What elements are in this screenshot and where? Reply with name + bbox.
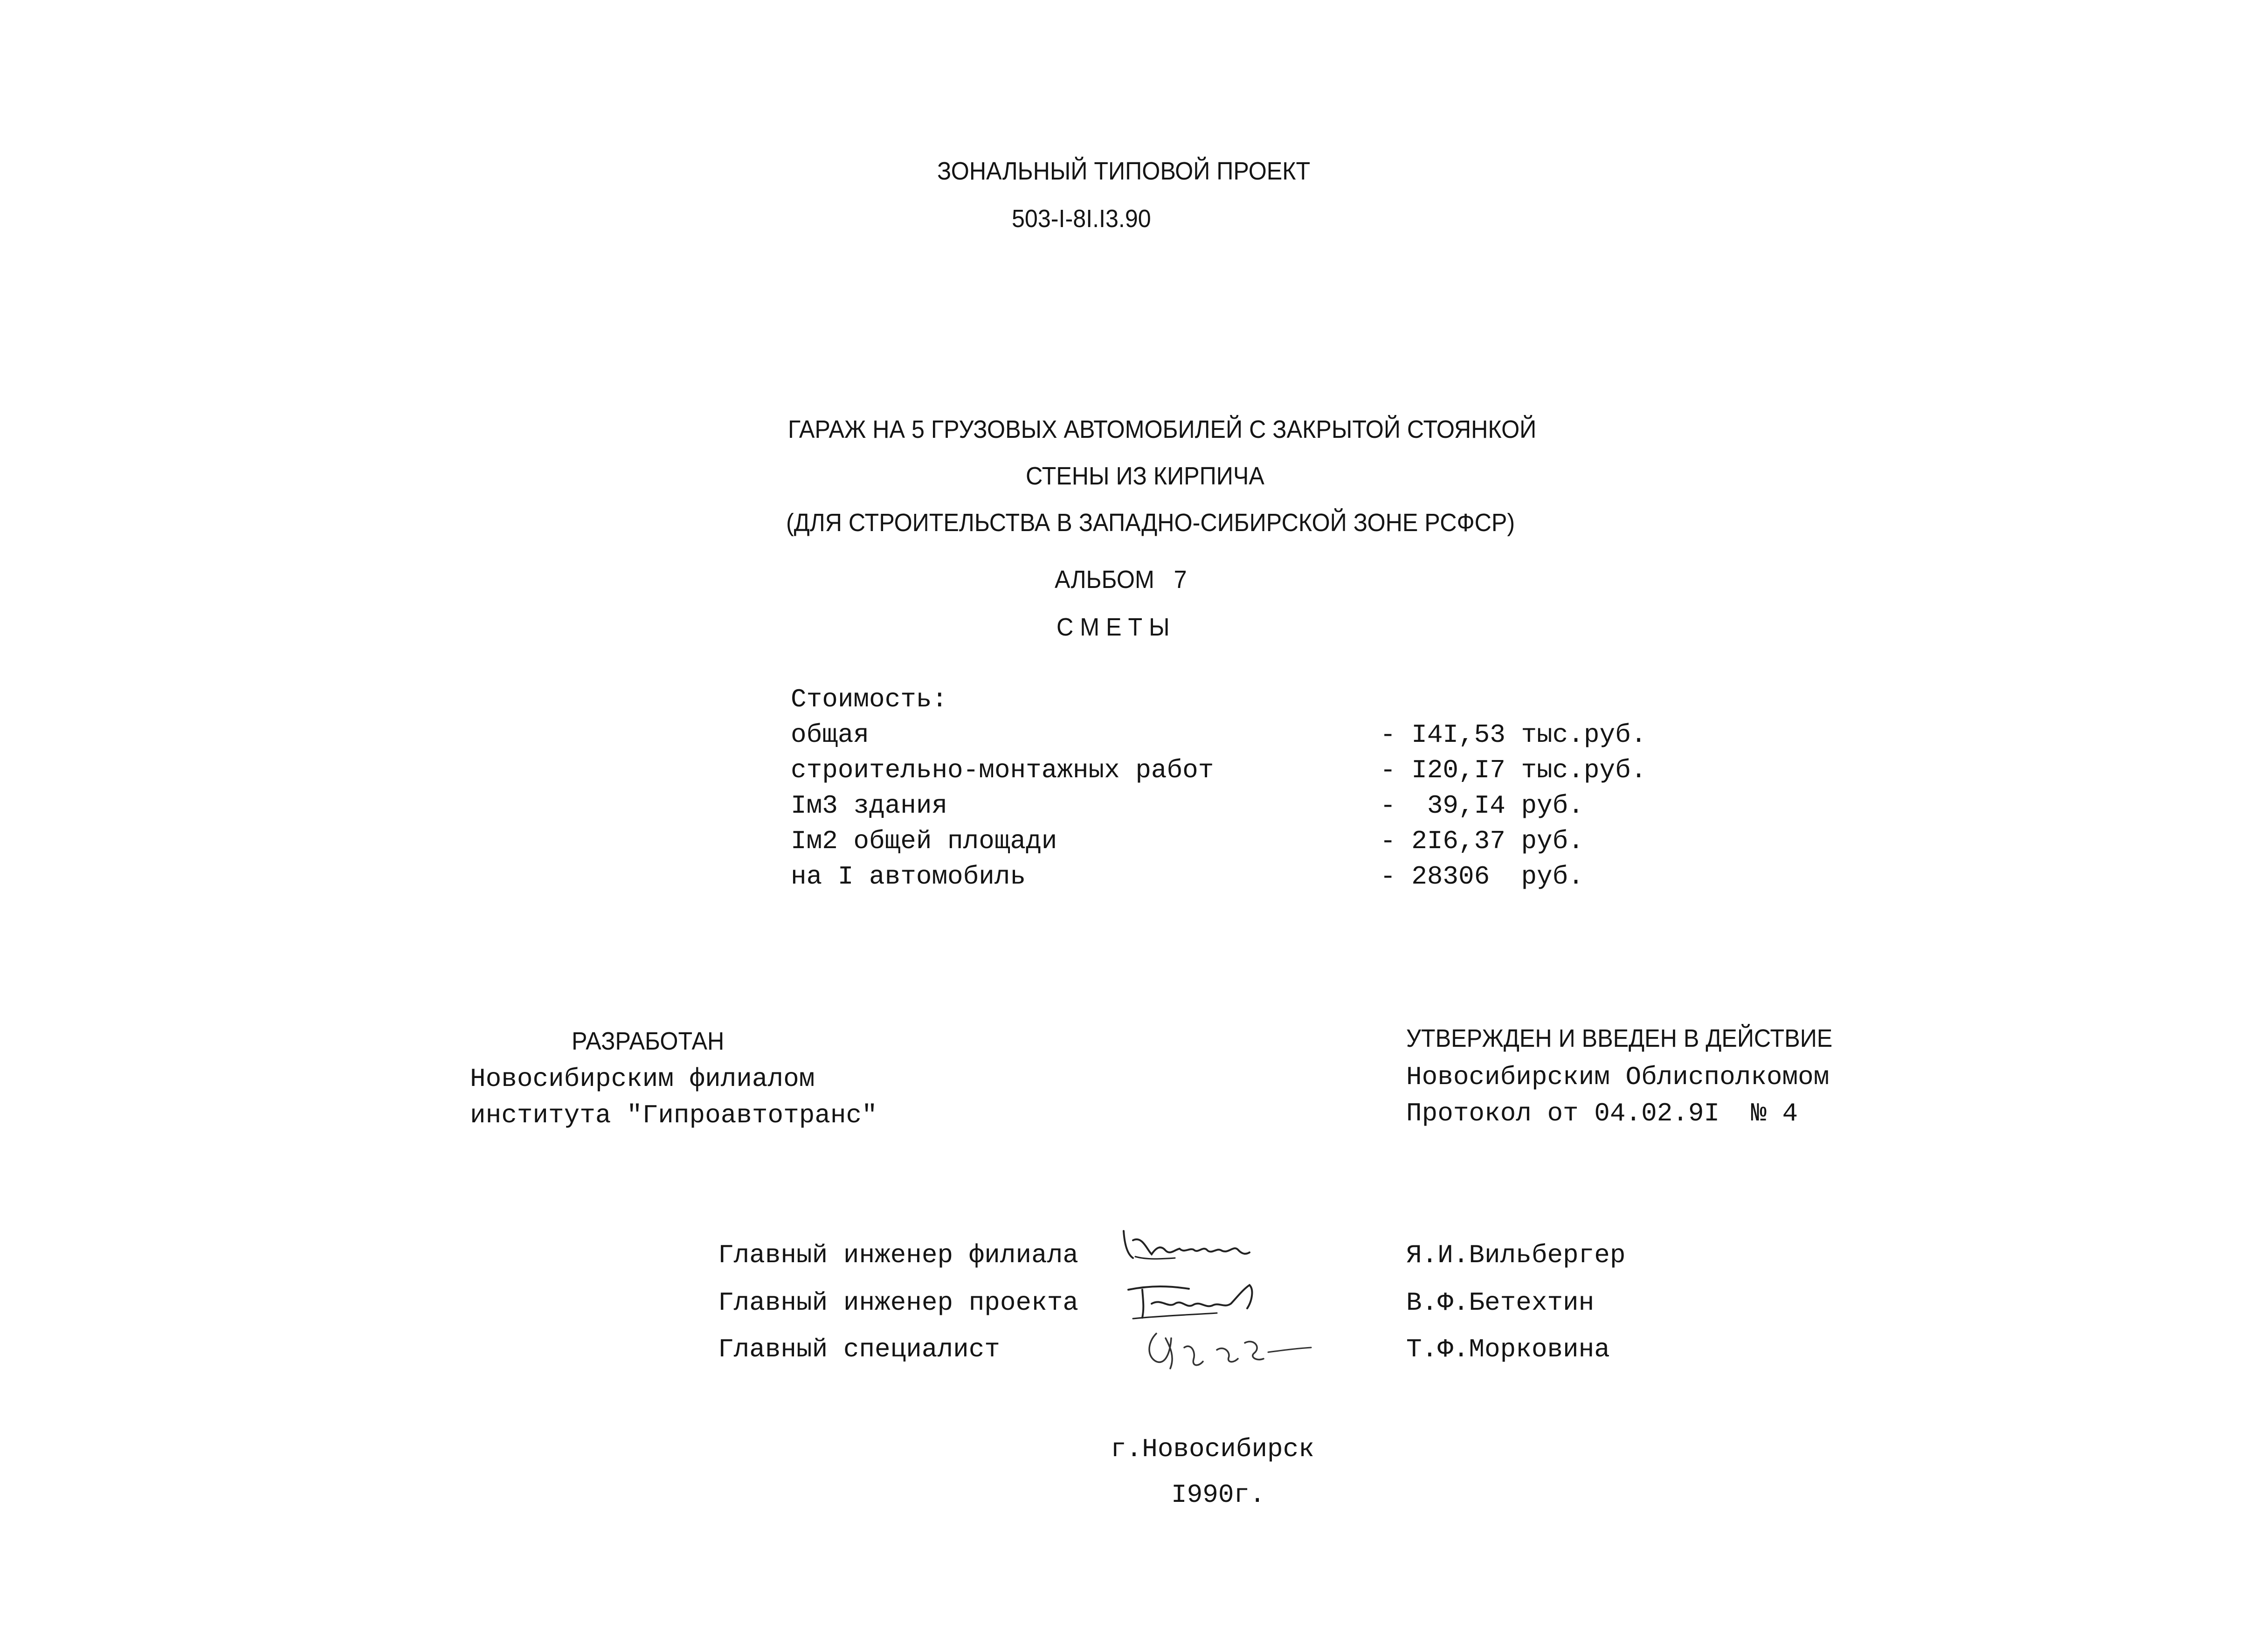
approved-heading: УТВЕРЖДЕН И ВВЕДЕН В ДЕЙСТВИЕ — [1406, 1024, 1833, 1052]
footer-year: I990г. — [1171, 1480, 1265, 1510]
developed-line-2: института "Гипроавтотранс" — [470, 1100, 877, 1130]
cost-value: - 39,I4 руб. — [1380, 791, 1584, 821]
signatory-name: В.Ф.Бетехтин — [1406, 1288, 1595, 1318]
title-line-1: ГАРАЖ НА 5 ГРУЗОВЫХ АВТОМОБИЛЕЙ С ЗАКРЫТОЙ СТОЯНКОЙ — [788, 415, 1537, 443]
signatory-name: Т.Ф.Морковина — [1406, 1334, 1610, 1364]
developed-line-1: Новосибирским филиалом — [470, 1064, 815, 1094]
cost-value: - I4I,53 тыс.руб. — [1380, 720, 1647, 750]
cost-label: строительно-монтажных работ — [791, 755, 1214, 785]
signatory-name: Я.И.Вильбергер — [1406, 1240, 1626, 1270]
handwritten-signature — [1138, 1324, 1315, 1376]
cost-value: - 2I6,37 руб. — [1380, 826, 1584, 856]
cost-label: на I автомобиль — [791, 862, 1026, 892]
project-type: ЗОНАЛЬНЫЙ ТИПОВОЙ ПРОЕКТ — [937, 157, 1311, 185]
approved-line-1: Новосибирским Облисполкомом — [1406, 1062, 1830, 1092]
album-number: АЛЬБОМ 7 — [1055, 566, 1187, 594]
title-line-2: СТЕНЫ ИЗ КИРПИЧА — [1026, 462, 1264, 490]
handwritten-signature — [1124, 1276, 1282, 1327]
cost-label: Iм3 здания — [791, 791, 948, 821]
signatory-role: Главный инженер филиала — [718, 1240, 1078, 1270]
cost-label: общая — [791, 720, 870, 750]
footer-city: г.Новосибирск — [1111, 1434, 1314, 1464]
signatory-role: Главный специалист — [718, 1334, 1000, 1364]
title-line-3: (ДЛЯ СТРОИТЕЛЬСТВА В ЗАПАДНО-СИБИРСКОЙ ЗОНЕ РСФСР) — [786, 509, 1515, 537]
approved-line-2: Протокол от 04.02.9I № 4 — [1406, 1099, 1798, 1128]
developed-heading: РАЗРАБОТАН — [572, 1027, 725, 1055]
cost-value: - I20,I7 тыс.руб. — [1380, 755, 1647, 785]
cost-label: Iм2 общей площади — [791, 826, 1057, 856]
signatory-role: Главный инженер проекта — [718, 1288, 1078, 1318]
section-title: С М Е Т Ы — [1056, 613, 1170, 641]
cost-value: - 28306 руб. — [1380, 862, 1584, 892]
handwritten-signature — [1119, 1222, 1259, 1273]
project-code: 503-I-8I.I3.90 — [1012, 205, 1151, 233]
cost-heading: Стоимость: — [791, 684, 948, 714]
